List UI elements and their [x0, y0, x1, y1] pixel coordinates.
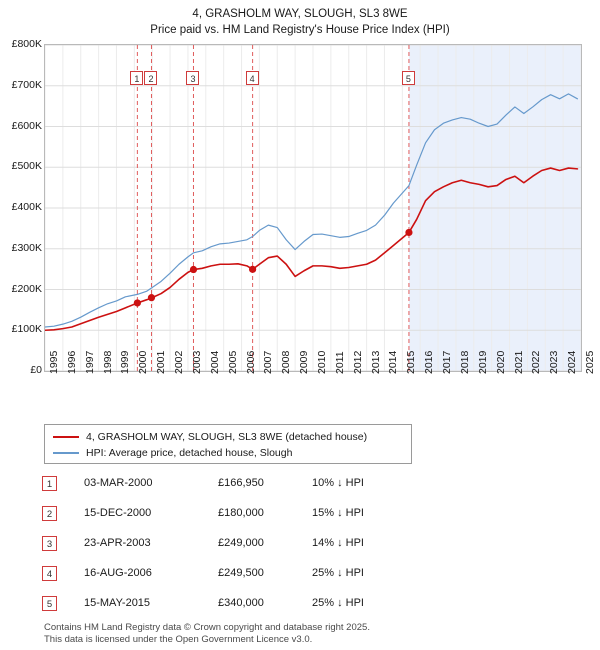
x-tick-label: 2013	[369, 350, 382, 374]
x-tick-label: 2018	[458, 350, 471, 374]
x-tick-label: 2016	[423, 350, 436, 374]
y-tick-label: £400K	[11, 201, 42, 213]
x-tick-label: 1996	[65, 350, 78, 374]
row-hpi-diff: 10% ↓ HPI	[312, 477, 364, 489]
row-price: £249,500	[218, 567, 264, 579]
y-tick-label: £300K	[11, 241, 42, 254]
row-hpi-diff: 25% ↓ HPI	[312, 597, 364, 609]
y-tick-label: £800K	[11, 38, 42, 50]
row-date: 15-DEC-2000	[84, 507, 152, 519]
y-tick-label: £700K	[11, 78, 42, 91]
x-tick-label: 2003	[190, 350, 203, 374]
y-tick-label: £500K	[11, 160, 42, 173]
row-hpi-diff: 25% ↓ HPI	[312, 567, 364, 579]
row-index-badge: 1	[42, 476, 57, 491]
transaction-marker-2[interactable]: 2	[144, 71, 157, 85]
row-hpi-diff: 15% ↓ HPI	[312, 507, 364, 519]
table-row	[42, 562, 462, 592]
price-chart-plot	[44, 44, 582, 372]
y-tick-label: £100K	[11, 323, 42, 336]
row-price: £166,950	[218, 477, 264, 489]
footer-notice	[44, 622, 564, 646]
x-tick-label: 2009	[298, 350, 311, 374]
transaction-marker-4[interactable]: 4	[246, 71, 259, 85]
table-row	[42, 472, 462, 502]
x-tick-label: 2005	[226, 350, 239, 374]
x-tick-label: 2014	[387, 350, 400, 374]
legend-swatch-hpi	[53, 452, 79, 454]
table-row	[42, 592, 462, 622]
x-tick-label: 2022	[530, 350, 543, 374]
x-tick-label: 2015	[405, 350, 418, 374]
x-tick-label: 2004	[208, 350, 221, 374]
title-sub: Price paid vs. HM Land Registry's House Price Index (HPI)	[150, 24, 450, 36]
x-tick-label: 2002	[173, 350, 186, 374]
legend-label-property: 4, GRASHOLM WAY, SLOUGH, SL3 8WE (detached house)	[86, 431, 368, 443]
row-price: £340,000	[218, 597, 264, 609]
row-index-badge: 5	[42, 596, 57, 611]
legend-swatch-property	[53, 436, 79, 438]
x-tick-label: 2020	[494, 350, 507, 374]
row-index-badge: 4	[42, 566, 57, 581]
transactions-table	[42, 472, 462, 622]
x-tick-label: 2023	[548, 350, 561, 374]
x-tick-label: 2010	[316, 350, 328, 374]
y-tick-label: £600K	[11, 119, 42, 132]
transaction-marker-3[interactable]: 3	[186, 71, 199, 85]
y-tick-label: £200K	[11, 282, 42, 295]
row-price: £249,000	[218, 537, 264, 549]
x-tick-label: 1999	[119, 350, 132, 374]
row-index-badge: 2	[42, 506, 57, 521]
x-tick-label: 2006	[244, 350, 257, 374]
x-tick-label: 1997	[83, 350, 96, 374]
row-date: 15-MAY-2015	[84, 597, 151, 609]
x-tick-label: 2011	[333, 351, 346, 374]
plot-wrapper	[11, 38, 596, 376]
legend-item-hpi	[53, 446, 403, 460]
x-tick-label: 2021	[512, 350, 525, 374]
x-tick-label: 2019	[476, 350, 489, 374]
legend-label-hpi: HPI: Average price, detached house, Slough	[86, 447, 293, 459]
x-tick-label: 2000	[137, 350, 150, 374]
row-index-badge: 3	[42, 536, 57, 551]
footer-line-2: This data is licensed under the Open Government Licence v3.0.	[44, 634, 313, 645]
y-tick-label: £0	[30, 364, 42, 376]
page-title	[0, 6, 600, 38]
table-row	[42, 502, 462, 532]
row-price: £180,000	[218, 507, 264, 519]
title-main: 4, GRASHOLM WAY, SLOUGH, SL3 8WE	[192, 8, 408, 20]
x-tick-label: 1998	[101, 350, 114, 374]
row-date: 23-APR-2003	[84, 537, 151, 549]
transaction-marker-5[interactable]: 5	[402, 71, 415, 85]
x-tick-label: 2012	[351, 350, 364, 374]
footer-line-1: Contains HM Land Registry data © Crown copyright and database right 2025.	[44, 622, 370, 633]
row-date: 03-MAR-2000	[84, 477, 153, 489]
x-tick-label: 2001	[155, 350, 168, 374]
x-tick-label: 2007	[262, 350, 275, 374]
transaction-marker-1[interactable]: 1	[130, 71, 143, 85]
x-tick-label: 2024	[566, 350, 579, 374]
x-tick-label: 2025	[584, 350, 596, 374]
row-date: 16-AUG-2006	[84, 567, 152, 579]
x-tick-label: 2017	[441, 350, 454, 374]
legend-item-property	[53, 430, 403, 444]
chart-legend	[44, 424, 412, 464]
chart-svg	[45, 45, 581, 371]
x-tick-label: 2008	[280, 350, 293, 374]
row-hpi-diff: 14% ↓ HPI	[312, 537, 364, 549]
table-row	[42, 532, 462, 562]
x-tick-label: 1995	[48, 350, 60, 374]
